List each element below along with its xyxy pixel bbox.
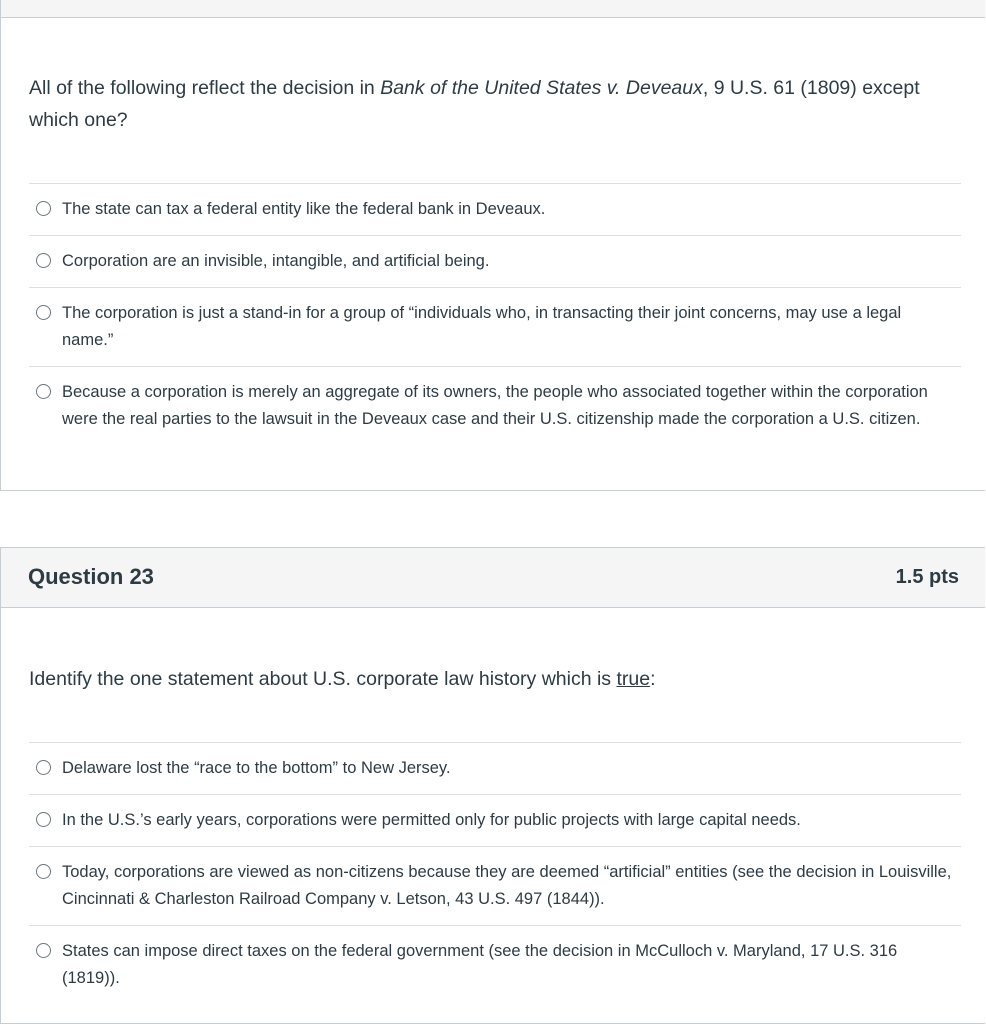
answer-label: Today, corporations are viewed as non-citizens because they are deemed “artificial” entities (see the decision in Louisville, Cincinnati & Charleston Railroad Company v. Letson, 43 U.S. 497 (1844)). xyxy=(62,863,952,908)
answer-option[interactable] xyxy=(29,183,961,235)
radio-button[interactable] xyxy=(36,943,51,958)
radio-button[interactable] xyxy=(36,384,51,399)
answer-label: Because a corporation is merely an aggregate of its owners, the people who associated together within the corporation were the real parties to the lawsuit in the Deveaux case and their U.S. citizenship made the corporation a U.S. citizen. xyxy=(62,383,928,428)
radio-button[interactable] xyxy=(36,305,51,320)
radio-button[interactable] xyxy=(36,201,51,216)
question-23-answers xyxy=(29,742,961,1004)
radio-button[interactable] xyxy=(36,812,51,827)
question-text-part: Identify the one statement about U.S. corporate law history which is xyxy=(29,668,617,690)
question-22-text xyxy=(29,72,929,136)
question-22-card xyxy=(0,0,985,491)
answer-option[interactable] xyxy=(29,794,961,846)
answer-option[interactable] xyxy=(29,846,961,925)
answer-option[interactable] xyxy=(29,742,961,794)
question-23-card xyxy=(0,547,985,1024)
answer-label: Corporation are an invisible, intangible, and artificial being. xyxy=(62,252,490,270)
underlined-word: true xyxy=(616,668,651,690)
question-text-part: All of the following reflect the decision in xyxy=(29,77,381,99)
question-text-part: : xyxy=(650,668,656,690)
answer-option[interactable] xyxy=(29,235,961,287)
answer-label: In the U.S.’s early years, corporations were permitted only for public projects with large capital needs. xyxy=(62,811,801,829)
answer-label: Delaware lost the “race to the bottom” to New Jersey. xyxy=(62,759,451,777)
question-title: Question 23 xyxy=(28,564,154,589)
question-22-answers xyxy=(29,183,961,445)
answer-option[interactable] xyxy=(29,366,961,445)
question-22-header xyxy=(1,0,985,18)
question-points: 1.5 pts xyxy=(895,566,959,588)
answer-label: The corporation is just a stand-in for a group of “individuals who, in transacting their joint concerns, may use a legal name.” xyxy=(62,304,902,349)
radio-button[interactable] xyxy=(36,253,51,268)
radio-button[interactable] xyxy=(36,760,51,775)
answer-label: States can impose direct taxes on the federal government (see the decision in McCulloch v. Maryland, 17 U.S. 316 (1819)). xyxy=(62,942,898,987)
case-name: Bank of the United States v. Deveaux xyxy=(380,77,703,99)
answer-option[interactable] xyxy=(29,287,961,366)
answer-label: The state can tax a federal entity like the federal bank in Deveaux. xyxy=(62,200,546,218)
question-23-header xyxy=(1,548,985,608)
answer-option[interactable] xyxy=(29,925,961,1004)
radio-button[interactable] xyxy=(36,864,51,879)
question-23-text xyxy=(29,663,929,695)
question-text-part: , 9 U.S. 61 (1809) except which one? xyxy=(29,77,920,131)
